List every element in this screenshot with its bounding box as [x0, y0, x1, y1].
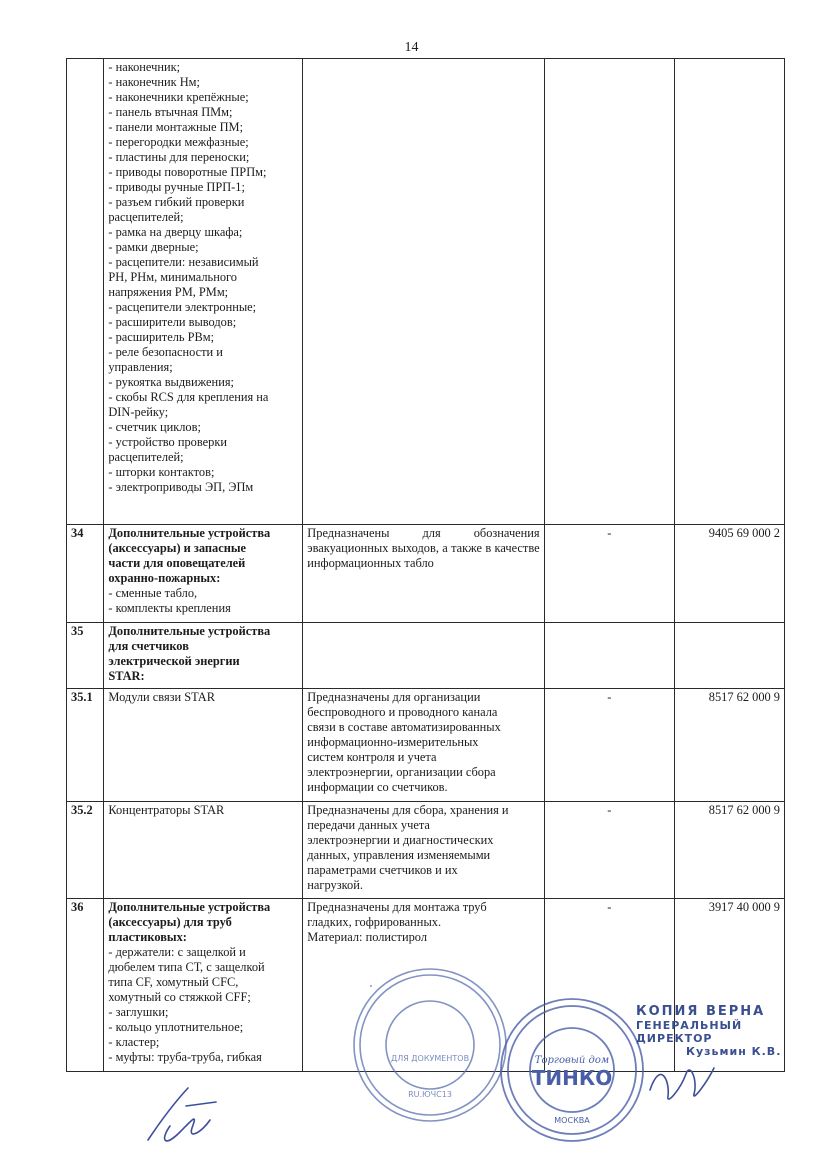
description-line: Предназначены для организации: [307, 690, 481, 704]
list-item: - перегородки межфазные;: [108, 135, 249, 149]
cell-name: [104, 525, 303, 623]
list-item: - разъем гибкий проверки: [108, 195, 245, 209]
name-line: типа CF, хомутный CFC,: [108, 975, 239, 989]
cell-name: Концентраторы STAR: [104, 802, 303, 899]
name-line: Дополнительные устройства: [108, 526, 271, 540]
cell-code: 9405 69 000 2: [674, 525, 784, 623]
name-line: хомутный со стяжкой CFF;: [108, 990, 251, 1004]
name-line: - держатели: с защелкой и: [108, 945, 246, 959]
name-line: - сменные табло,: [108, 586, 198, 600]
cell-code: 3917 40 000 9: [674, 899, 784, 1072]
table-row: [67, 623, 785, 689]
row-number: 35.1: [67, 689, 104, 802]
name-line: части для оповещателей: [108, 556, 246, 570]
cell-description: [303, 623, 544, 689]
description-line: электроэнергии и диагностических: [307, 833, 494, 847]
row-number: 34: [67, 525, 104, 623]
list-item: расцепителей;: [108, 450, 184, 464]
description-line: Предназначены для монтажа труб: [307, 900, 487, 914]
list-item: - расцепители электронные;: [108, 300, 257, 314]
stamp-line: КОПИЯ ВЕРНА: [636, 1004, 766, 1019]
cell-mark: -: [544, 525, 674, 623]
list-item: - устройство проверки: [108, 435, 227, 449]
stamp-line: Кузьмин К.В.: [686, 1045, 782, 1058]
name-line: (аксессуары) и запасные: [108, 541, 247, 555]
list-item: - расцепители: независимый: [108, 255, 259, 269]
name-line: - муфты: труба-труба, гибкая: [108, 1050, 262, 1064]
stamp-line: ГЕНЕРАЛЬНЫЙ ДИРЕКТОР: [636, 1019, 743, 1045]
table-row: [67, 525, 785, 623]
cell-name: [104, 899, 303, 1072]
cell-code: [674, 59, 784, 525]
list-item: - рамка на дверцу шкафа;: [108, 225, 243, 239]
cell-mark: -: [544, 899, 674, 1072]
cell-description: Предназначены для обозначения эвакуационных выходов, а также в качестве информационных табло: [303, 525, 544, 623]
cell-name: [104, 59, 303, 525]
description-line: информации со счетчиков.: [307, 780, 448, 794]
cell-num: [67, 59, 104, 525]
description-line: беспроводного и проводного канала: [307, 705, 498, 719]
name-line: - комплекты крепления: [108, 601, 231, 615]
description-line: данных, управления изменяемыми: [307, 848, 491, 862]
item-list: [108, 60, 298, 495]
cell-description: [303, 59, 544, 525]
cell-name: Модули связи STAR: [104, 689, 303, 802]
name-line: - заглушки;: [108, 1005, 169, 1019]
description-line: связи в составе автоматизированных: [307, 720, 501, 734]
name-line: охранно-пожарных:: [108, 571, 221, 585]
name-line: пластиковых:: [108, 930, 187, 944]
table-row: [67, 802, 785, 899]
seal-subtitle: Торговый дом: [534, 1055, 610, 1066]
description-line: Предназначены для сбора, хранения и: [307, 803, 509, 817]
description-line: нагрузкой.: [307, 878, 363, 892]
name-line: - кольцо уплотнительное;: [108, 1020, 244, 1034]
cell-code: 8517 62 000 9: [674, 802, 784, 899]
list-item: - пластины для переноски;: [108, 150, 250, 164]
list-item: - шторки контактов;: [108, 465, 215, 479]
cell-mark: -: [544, 689, 674, 802]
seal-code-text: RU.ЮЧС13: [408, 1090, 452, 1099]
name-line: для счетчиков: [108, 639, 189, 653]
seal-city: МОСКВА: [554, 1116, 590, 1125]
seal-center-text: ДЛЯ ДОКУМЕНТОВ: [390, 1054, 470, 1063]
description-line: гладких, гофрированных.: [307, 915, 442, 929]
cell-mark: -: [544, 802, 674, 899]
list-item: - счетчик циклов;: [108, 420, 201, 434]
name-line: Дополнительные устройства: [108, 900, 271, 914]
description-line: передачи данных учета: [307, 818, 430, 832]
list-item: - наконечник Нм;: [108, 75, 200, 89]
company-seal: [497, 995, 647, 1145]
list-item: - наконечник;: [108, 60, 181, 74]
signature-right: [640, 1050, 730, 1110]
name-line: электрической энергии: [108, 654, 240, 668]
cell-mark: [544, 623, 674, 689]
description-line: систем контроля и учета: [307, 750, 437, 764]
list-item: напряжения РМ, РМм;: [108, 285, 229, 299]
name-line: дюбелем типа СТ, с защелкой: [108, 960, 265, 974]
description-line: информационно-измерительных: [307, 735, 479, 749]
description-line: Материал: полистирол: [307, 930, 427, 944]
name-line: STAR:: [108, 669, 145, 683]
cell-mark: [544, 59, 674, 525]
row-number: 36: [67, 899, 104, 1072]
list-item: расцепителей;: [108, 210, 184, 224]
list-item: - скобы RCS для крепления на: [108, 390, 269, 404]
list-item: - наконечники крепёжные;: [108, 90, 249, 104]
name-line: - кластер;: [108, 1035, 160, 1049]
description-line: электроэнергии, организации сбора: [307, 765, 496, 779]
table-row: [67, 59, 785, 525]
cell-description: [303, 689, 544, 802]
description-line: параметрами счетчиков и их: [307, 863, 458, 877]
cell-code: 8517 62 000 9: [674, 689, 784, 802]
name-line: (аксессуары) для труб: [108, 915, 232, 929]
list-item: - панель втычная ПМм;: [108, 105, 233, 119]
table-row: [67, 689, 785, 802]
list-item: - расширитель РВм;: [108, 330, 215, 344]
list-item: - рукоятка выдвижения;: [108, 375, 234, 389]
list-item: - приводы поворотные ПРПм;: [108, 165, 267, 179]
seal-brand-logo: ТИНКО: [531, 1066, 613, 1090]
page-number: 14: [404, 40, 419, 55]
cell-code: [674, 623, 784, 689]
list-item: - реле безопасности и: [108, 345, 223, 359]
signature-left: [140, 1082, 230, 1152]
certification-seal: [350, 965, 510, 1125]
cell-description: [303, 802, 544, 899]
list-item: РН, РНм, минимального: [108, 270, 237, 284]
list-item: - электроприводы ЭП, ЭПм: [108, 480, 254, 494]
cell-name: [104, 623, 303, 689]
row-number: 35.2: [67, 802, 104, 899]
list-item: - расширители выводов;: [108, 315, 237, 329]
list-item: - приводы ручные ПРП-1;: [108, 180, 245, 194]
list-item: - рамки дверные;: [108, 240, 199, 254]
goods-table: [66, 58, 785, 1072]
list-item: - панели монтажные ПМ;: [108, 120, 244, 134]
list-item: DIN-рейку;: [108, 405, 169, 419]
list-item: управления;: [108, 360, 173, 374]
name-line: Дополнительные устройства: [108, 624, 271, 638]
row-number: 35: [67, 623, 104, 689]
